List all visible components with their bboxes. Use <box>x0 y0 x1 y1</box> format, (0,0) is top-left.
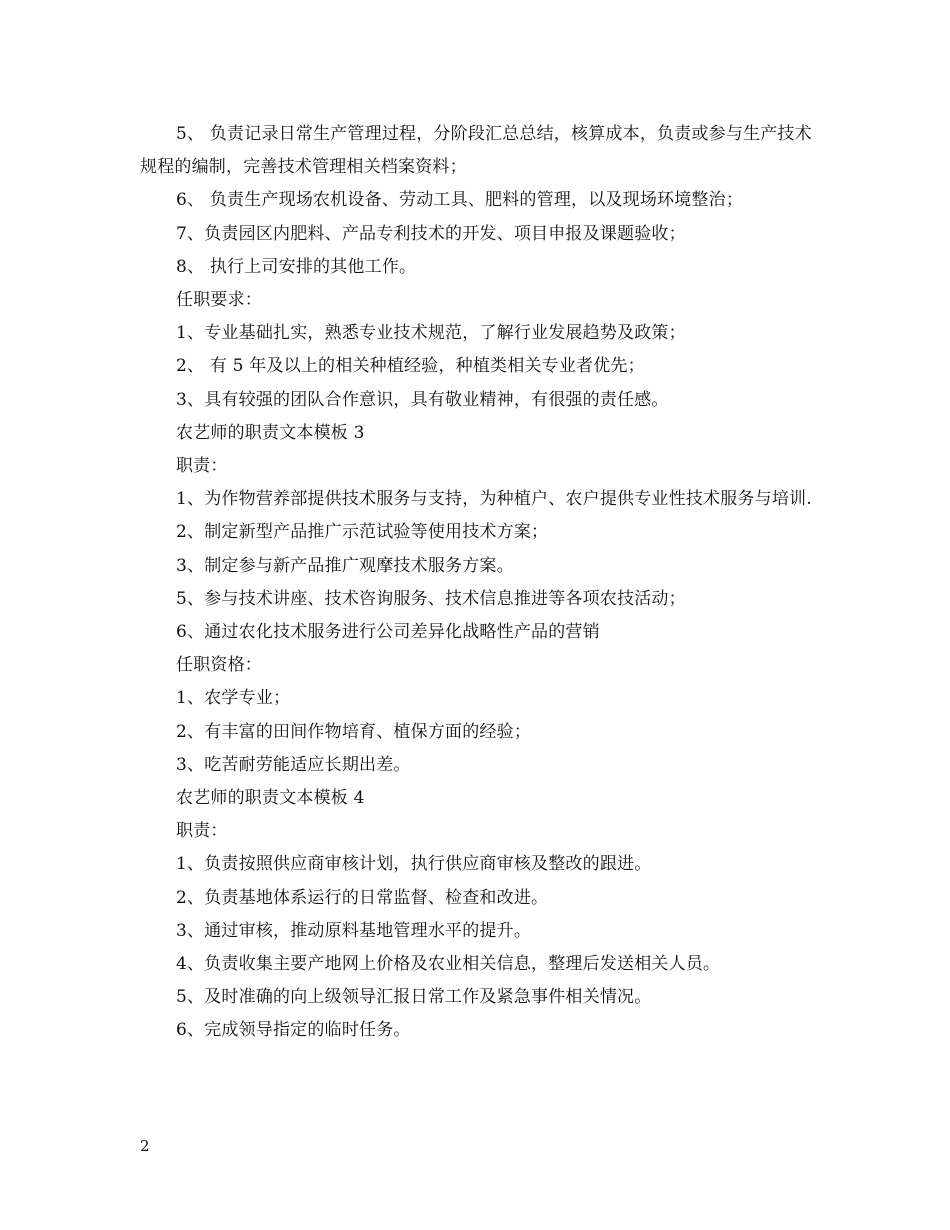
paragraph: 2、有丰富的田间作物培育、植保方面的经验； <box>176 721 532 742</box>
paragraph: 1、为作物营养部提供技术服务与支持，为种植户、农户提供专业性技术服务与培训. <box>176 489 812 510</box>
paragraph: 1、负责按照供应商审核计划，执行供应商审核及整改的跟进。 <box>176 854 652 875</box>
paragraph: 职责： <box>176 821 228 842</box>
paragraph: 3、制定参与新产品推广观摩技术服务方案。 <box>176 555 514 576</box>
paragraph: 2、 有 5 年及以上的相关种植经验，种植类相关专业者优先； <box>176 356 645 377</box>
paragraph: 任职资格： <box>176 655 262 676</box>
paragraph: 任职要求： <box>176 290 262 311</box>
paragraph: 6、通过农化技术服务进行公司差异化战略性产品的营销 <box>176 622 600 643</box>
paragraph: 2、负责基地体系运行的日常监督、检查和改进。 <box>176 887 549 908</box>
paragraph: 2、制定新型产品推广示范试验等使用技术方案； <box>176 522 549 543</box>
paragraph: 5、 负责记录日常生产管理过程，分阶段汇总总结，核算成本，负责或参与生产技术规程的编制，完善技术管理相关档案资料； <box>140 124 812 178</box>
paragraph: 1、专业基础扎实，熟悉专业技术规范，了解行业发展趋势及政策； <box>176 323 686 344</box>
paragraph: 农艺师的职责文本模板 4 <box>176 788 365 809</box>
paragraph: 8、 执行上司安排的其他工作。 <box>176 256 417 277</box>
paragraph: 农艺师的职责文本模板 3 <box>176 422 365 443</box>
paragraph: 4、负责收集主要产地网上价格及农业相关信息，整理后发送相关人员。 <box>176 954 721 975</box>
paragraph: 3、通过审核，推动原料基地管理水平的提升。 <box>176 920 532 941</box>
paragraph: 6、完成领导指定的临时任务。 <box>176 1020 411 1041</box>
paragraph: 5、参与技术讲座、技术咨询服务、技术信息推进等各项农技活动； <box>176 588 686 609</box>
paragraph: 职责： <box>176 456 228 477</box>
paragraph: 6、 负责生产现场农机设备、劳动工具、肥料的管理，以及现场环境整治； <box>176 190 744 211</box>
paragraph: 3、具有较强的团队合作意识，具有敬业精神，有很强的责任感。 <box>176 389 669 410</box>
page-number: 2 <box>140 1137 150 1155</box>
paragraph: 1、农学专业； <box>176 688 291 709</box>
paragraph: 5、及时准确的向上级领导汇报日常工作及紧急事件相关情况。 <box>176 987 652 1008</box>
paragraph: 3、吃苦耐劳能适应长期出差。 <box>176 754 411 775</box>
paragraph: 7、负责园区内肥料、产品专利技术的开发、项目申报及课题验收； <box>176 223 686 244</box>
document-body <box>140 118 812 1048</box>
